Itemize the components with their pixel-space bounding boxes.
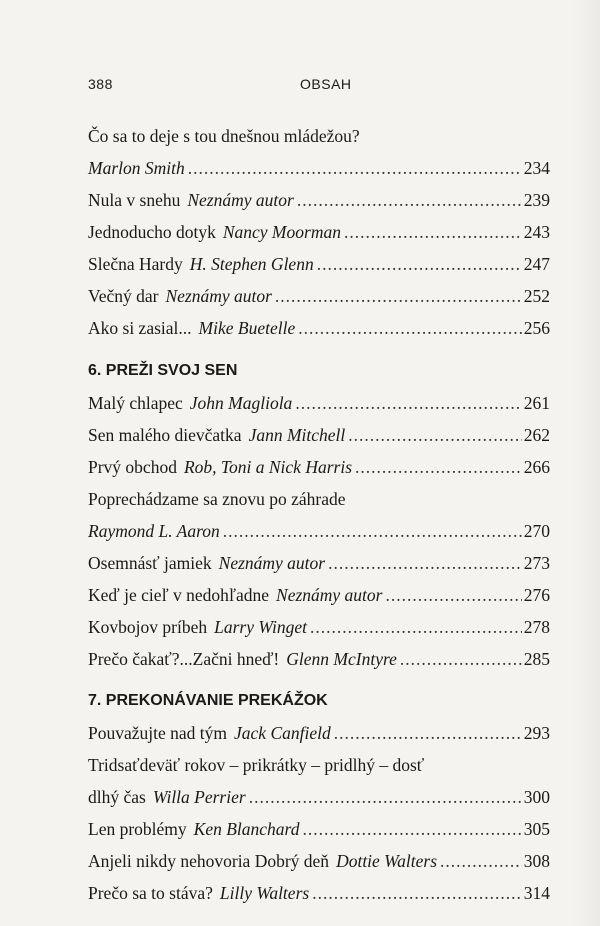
entry-page-number: 247 bbox=[523, 254, 550, 274]
toc-entry bbox=[88, 387, 550, 419]
toc-entry bbox=[88, 419, 550, 451]
entry-title: Prvý obchod bbox=[88, 457, 177, 477]
dot-leader bbox=[344, 216, 522, 248]
section-heading-6: 6. PREŽI SVOJ SEN bbox=[88, 362, 238, 379]
entry-title: Čo sa to deje s tou dnešnou mládežou? bbox=[88, 126, 360, 146]
entry-author: Raymond L. Aaron bbox=[88, 521, 220, 541]
toc-entry bbox=[88, 248, 550, 280]
dot-leader bbox=[312, 877, 522, 909]
entry-title: Tridsaťdeväť rokov – prikrátky – pridlhý – dosť bbox=[88, 755, 425, 775]
toc-entry bbox=[88, 845, 550, 877]
entry-page-number: 308 bbox=[523, 851, 550, 871]
toc-entry bbox=[88, 611, 550, 643]
entry-page-number: 243 bbox=[523, 222, 550, 242]
entry-page-number: 234 bbox=[523, 158, 550, 178]
section-heading-7: 7. PREKONÁVANIE PREKÁŽOK bbox=[88, 692, 328, 709]
dot-leader bbox=[297, 184, 522, 216]
toc-entry-title-line bbox=[88, 483, 550, 515]
toc-entry bbox=[88, 152, 550, 184]
entry-author: Neznámy autor bbox=[187, 190, 294, 210]
entry-author: Nancy Moorman bbox=[222, 222, 341, 242]
entry-page-number: 270 bbox=[523, 521, 550, 541]
entry-title: Slečna Hardy bbox=[88, 254, 183, 274]
toc-entry bbox=[88, 216, 550, 248]
dot-leader bbox=[348, 419, 521, 451]
dot-leader bbox=[275, 280, 522, 312]
entry-page-number: 278 bbox=[523, 617, 550, 637]
toc-entry bbox=[88, 813, 550, 845]
entry-page-number: 262 bbox=[523, 425, 550, 445]
toc-group-section-6 bbox=[88, 387, 550, 675]
entry-author: Neznámy autor bbox=[276, 585, 383, 605]
entry-page-number: 252 bbox=[523, 286, 550, 306]
entry-page-number: 239 bbox=[523, 190, 550, 210]
dot-leader bbox=[295, 387, 521, 419]
dot-leader bbox=[385, 579, 521, 611]
dot-leader bbox=[310, 611, 522, 643]
entry-author: Lilly Walters bbox=[219, 883, 310, 903]
dot-leader bbox=[302, 813, 521, 845]
entry-author: Rob, Toni a Nick Harris bbox=[183, 457, 353, 477]
toc-entry bbox=[88, 579, 550, 611]
page-header bbox=[88, 76, 522, 98]
toc-entry bbox=[88, 184, 550, 216]
entry-page-number: 266 bbox=[523, 457, 550, 477]
entry-title: Malý chlapec bbox=[88, 393, 183, 413]
entry-author: H. Stephen Glenn bbox=[189, 254, 314, 274]
toc-entry bbox=[88, 451, 550, 483]
dot-leader bbox=[334, 717, 522, 749]
dot-leader bbox=[223, 515, 522, 547]
page-number: 388 bbox=[88, 76, 113, 92]
dot-leader bbox=[440, 845, 522, 877]
toc-entry bbox=[88, 280, 550, 312]
entry-title: dlhý čas bbox=[88, 787, 146, 807]
dot-leader bbox=[317, 248, 522, 280]
entry-title: Osemnásť jamiek bbox=[88, 553, 212, 573]
entry-author: Willa Perrier bbox=[152, 787, 246, 807]
toc-entry-title-line bbox=[88, 120, 550, 152]
entry-title: Len problémy bbox=[88, 819, 187, 839]
toc-entry bbox=[88, 312, 550, 344]
entry-page-number: 305 bbox=[523, 819, 550, 839]
entry-page-number: 256 bbox=[523, 318, 550, 338]
entry-author: Jack Canfield bbox=[234, 723, 331, 743]
dot-leader bbox=[355, 451, 522, 483]
toc-entry bbox=[88, 781, 550, 813]
entry-title: Večný dar bbox=[88, 286, 159, 306]
entry-page-number: 285 bbox=[523, 649, 550, 669]
toc-entry bbox=[88, 515, 550, 547]
entry-title: Nula v snehu bbox=[88, 190, 181, 210]
entry-title: Keď je cieľ v nedohľadne bbox=[88, 585, 270, 605]
dot-leader bbox=[249, 781, 522, 813]
running-title: OBSAH bbox=[300, 76, 352, 92]
entry-title: Anjeli nikdy nehovoria Dobrý deň bbox=[88, 851, 330, 871]
toc-entry bbox=[88, 877, 550, 909]
dot-leader bbox=[298, 312, 522, 344]
toc-entry bbox=[88, 717, 550, 749]
entry-author: Jann Mitchell bbox=[248, 425, 346, 445]
entry-author: Dottie Walters bbox=[336, 851, 438, 871]
entry-author: John Magliola bbox=[189, 393, 293, 413]
entry-title: Poprechádzame sa znovu po záhrade bbox=[88, 489, 346, 509]
dot-leader bbox=[328, 547, 522, 579]
entry-title: Pouvažujte nad tým bbox=[88, 723, 228, 743]
table-of-contents bbox=[88, 120, 550, 909]
entry-title: Kovbojov príbeh bbox=[88, 617, 208, 637]
entry-author: Glenn McIntyre bbox=[286, 649, 397, 669]
entry-title: Prečo sa to stáva? bbox=[88, 883, 213, 903]
toc-entry bbox=[88, 643, 550, 675]
page-shadow bbox=[572, 0, 600, 926]
entry-author: Neznámy autor bbox=[218, 553, 326, 573]
entry-page-number: 300 bbox=[523, 787, 550, 807]
entry-title: Jednoducho dotyk bbox=[88, 222, 216, 242]
entry-title: Ako si zasial... bbox=[88, 318, 192, 338]
entry-title: Sen malého dievčatka bbox=[88, 425, 242, 445]
entry-title: Prečo čakať?...Začni hneď! bbox=[88, 649, 280, 669]
entry-page-number: 293 bbox=[523, 723, 550, 743]
entry-author: Mike Buetelle bbox=[198, 318, 296, 338]
toc-group-section-7 bbox=[88, 717, 550, 909]
entry-author: Neznámy autor bbox=[165, 286, 272, 306]
entry-author: Ken Blanchard bbox=[193, 819, 300, 839]
dot-leader bbox=[188, 152, 522, 184]
entry-page-number: 273 bbox=[523, 553, 550, 573]
entry-page-number: 314 bbox=[523, 883, 550, 903]
entry-page-number: 276 bbox=[523, 585, 550, 605]
toc-group-continued bbox=[88, 120, 550, 344]
toc-entry-title-line bbox=[88, 749, 550, 781]
entry-author: Marlon Smith bbox=[88, 158, 185, 178]
entry-page-number: 261 bbox=[523, 393, 550, 413]
entry-author: Larry Winget bbox=[214, 617, 307, 637]
dot-leader bbox=[400, 643, 522, 675]
toc-entry bbox=[88, 547, 550, 579]
